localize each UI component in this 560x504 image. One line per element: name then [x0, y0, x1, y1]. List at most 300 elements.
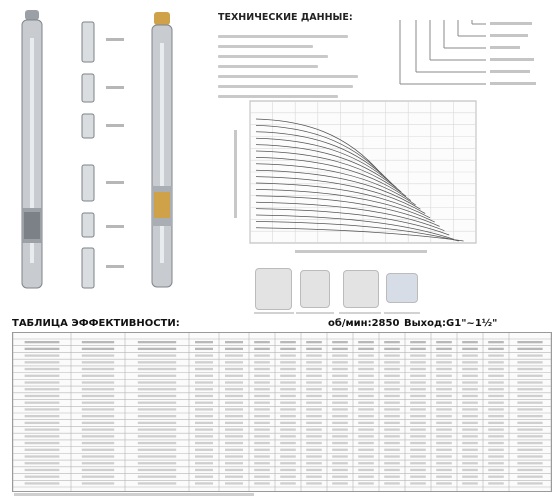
table-cell	[306, 341, 322, 343]
table-cell	[25, 469, 60, 471]
table-cell	[517, 348, 542, 350]
table-cell	[410, 422, 426, 424]
table-cell	[195, 395, 213, 397]
table-cell	[488, 415, 504, 417]
table-cell	[138, 476, 176, 478]
table-cell	[82, 341, 114, 343]
table-cell	[82, 361, 114, 363]
table-cell	[195, 428, 213, 430]
table-cell	[410, 415, 426, 417]
table-cell	[280, 435, 296, 437]
table-cell	[82, 408, 114, 410]
table-cell	[517, 442, 542, 444]
table-cell	[306, 476, 322, 478]
accessory-1	[255, 268, 292, 310]
table-cell	[410, 482, 426, 484]
table-cell	[358, 348, 374, 350]
table-cell	[280, 368, 296, 370]
pump-curve-chart	[232, 95, 486, 265]
table-cell	[138, 408, 176, 410]
table-cell	[384, 388, 400, 390]
table-cell	[82, 435, 114, 437]
table-cell	[225, 381, 243, 383]
table-cell	[138, 402, 176, 404]
table-cell	[138, 361, 176, 363]
table-cell	[225, 388, 243, 390]
table-cell	[280, 402, 296, 404]
table-cell	[517, 381, 542, 383]
table-cell	[25, 368, 60, 370]
table-cell	[462, 422, 478, 424]
table-cell	[358, 482, 374, 484]
table-cell	[82, 428, 114, 430]
table-cell	[306, 354, 322, 356]
table-cell	[488, 402, 504, 404]
table-cell	[138, 395, 176, 397]
table-cell	[358, 381, 374, 383]
table-cell	[25, 415, 60, 417]
table-cell	[225, 408, 243, 410]
table-cell	[280, 428, 296, 430]
table-cell	[280, 408, 296, 410]
table-cell	[82, 368, 114, 370]
table-cell	[25, 341, 60, 343]
table-cell	[462, 381, 478, 383]
table-cell	[254, 395, 270, 397]
table-cell	[306, 375, 322, 377]
table-cell	[225, 469, 243, 471]
table-cell	[195, 368, 213, 370]
accessory-4	[386, 273, 418, 303]
table-cell	[358, 428, 374, 430]
table-cell	[332, 348, 348, 350]
table-cell	[332, 442, 348, 444]
table-cell	[138, 442, 176, 444]
table-cell	[488, 408, 504, 410]
table-cell	[82, 388, 114, 390]
table-cell	[436, 361, 452, 363]
table-cell	[25, 455, 60, 457]
section-diagrams	[66, 20, 138, 292]
table-cell	[517, 354, 542, 356]
table-cell	[332, 455, 348, 457]
table-cell	[358, 402, 374, 404]
table-cell	[280, 442, 296, 444]
table-cell	[138, 348, 176, 350]
table-cell	[225, 442, 243, 444]
table-cell	[254, 375, 270, 377]
table-cell	[410, 476, 426, 478]
model-code-diagram	[382, 12, 542, 96]
table-cell	[358, 476, 374, 478]
table-cell	[138, 462, 176, 464]
table-cell	[488, 354, 504, 356]
table-cell	[462, 341, 478, 343]
table-cell	[384, 395, 400, 397]
table-cell	[488, 482, 504, 484]
table-cell	[82, 476, 114, 478]
table-cell	[436, 381, 452, 383]
table-cell	[25, 395, 60, 397]
table-title: ТАБЛИЦА ЭФФЕКТИВНОСТИ:	[12, 318, 180, 329]
table-cell	[225, 435, 243, 437]
table-cell	[436, 388, 452, 390]
table-cell	[254, 388, 270, 390]
table-cell	[410, 469, 426, 471]
table-cell	[517, 462, 542, 464]
table-cell	[488, 449, 504, 451]
table-cell	[410, 381, 426, 383]
table-cell	[436, 482, 452, 484]
table-cell	[488, 469, 504, 471]
table-cell	[195, 482, 213, 484]
table-cell	[280, 476, 296, 478]
table-cell	[306, 381, 322, 383]
table-cell	[410, 462, 426, 464]
table-cell	[462, 435, 478, 437]
table-cell	[138, 482, 176, 484]
pump-image-right	[142, 8, 182, 300]
y-axis-label	[234, 130, 237, 218]
table-cell	[517, 388, 542, 390]
table-cell	[462, 354, 478, 356]
table-cell	[488, 455, 504, 457]
table-cell	[358, 422, 374, 424]
table-cell	[517, 469, 542, 471]
table-cell	[332, 341, 348, 343]
table-cell	[436, 402, 452, 404]
table-cell	[488, 462, 504, 464]
table-cell	[410, 435, 426, 437]
table-cell	[488, 341, 504, 343]
table-cell	[332, 368, 348, 370]
speed-label: об/мин:2850	[328, 318, 400, 329]
table-cell	[332, 361, 348, 363]
table-cell	[25, 348, 60, 350]
table-cell	[280, 455, 296, 457]
table-cell	[384, 348, 400, 350]
table-cell	[410, 449, 426, 451]
table-cell	[358, 354, 374, 356]
table-cell	[138, 469, 176, 471]
table-cell	[225, 415, 243, 417]
table-cell	[25, 402, 60, 404]
table-cell	[384, 462, 400, 464]
table-cell	[82, 482, 114, 484]
table-cell	[306, 442, 322, 444]
accessory-caption-3	[339, 312, 381, 314]
table-cell	[384, 476, 400, 478]
table-cell	[82, 442, 114, 444]
table-cell	[280, 361, 296, 363]
table-cell	[25, 482, 60, 484]
table-cell	[280, 388, 296, 390]
table-cell	[332, 482, 348, 484]
table-cell	[195, 388, 213, 390]
table-cell	[517, 449, 542, 451]
table-cell	[358, 449, 374, 451]
table-cell	[332, 435, 348, 437]
table-cell	[254, 368, 270, 370]
accessory-caption-1	[254, 312, 294, 314]
table-cell	[82, 415, 114, 417]
table-cell	[306, 361, 322, 363]
table-cell	[462, 455, 478, 457]
table-cell	[280, 469, 296, 471]
table-cell	[195, 341, 213, 343]
table-cell	[410, 402, 426, 404]
table-cell	[254, 455, 270, 457]
table-cell	[225, 395, 243, 397]
table-cell	[462, 361, 478, 363]
table-cell	[195, 415, 213, 417]
table-cell	[358, 435, 374, 437]
table-cell	[138, 341, 176, 343]
table-cell	[82, 449, 114, 451]
table-cell	[280, 354, 296, 356]
table-cell	[195, 375, 213, 377]
table-cell	[384, 381, 400, 383]
table-cell	[254, 354, 270, 356]
table-cell	[462, 408, 478, 410]
pump-image-left	[12, 8, 52, 300]
table-cell	[306, 482, 322, 484]
table-cell	[138, 388, 176, 390]
table-cell	[410, 388, 426, 390]
table-cell	[306, 462, 322, 464]
table-cell	[306, 415, 322, 417]
table-cell	[436, 348, 452, 350]
table-cell	[332, 449, 348, 451]
table-cell	[306, 348, 322, 350]
table-cell	[254, 428, 270, 430]
table-cell	[410, 375, 426, 377]
table-cell	[138, 381, 176, 383]
table-cell	[517, 375, 542, 377]
table-cell	[280, 449, 296, 451]
table-cell	[462, 476, 478, 478]
table-cell	[225, 476, 243, 478]
table-cell	[254, 348, 270, 350]
spec-title: ТЕХНИЧЕСКИЕ ДАННЫЕ:	[218, 12, 353, 23]
table-cell	[195, 442, 213, 444]
table-cell	[488, 476, 504, 478]
table-cell	[384, 402, 400, 404]
table-cell	[225, 375, 243, 377]
table-cell	[225, 348, 243, 350]
table-cell	[358, 368, 374, 370]
table-cell	[358, 469, 374, 471]
table-cell	[332, 402, 348, 404]
table-cell	[384, 415, 400, 417]
table-cell	[25, 428, 60, 430]
table-cell	[195, 381, 213, 383]
table-cell	[306, 428, 322, 430]
table-cell	[306, 455, 322, 457]
table-cell	[332, 415, 348, 417]
table-cell	[225, 428, 243, 430]
table-cell	[462, 462, 478, 464]
table-cell	[195, 361, 213, 363]
table-cell	[436, 408, 452, 410]
table-cell	[138, 449, 176, 451]
table-cell	[517, 368, 542, 370]
table-cell	[436, 422, 452, 424]
table-cell	[254, 408, 270, 410]
table-cell	[436, 368, 452, 370]
table-cell	[306, 368, 322, 370]
table-cell	[138, 368, 176, 370]
table-cell	[332, 408, 348, 410]
table-cell	[358, 408, 374, 410]
table-cell	[517, 422, 542, 424]
table-cell	[384, 408, 400, 410]
table-cell	[410, 354, 426, 356]
table-cell	[82, 402, 114, 404]
table-cell	[358, 462, 374, 464]
table-cell	[410, 341, 426, 343]
table-cell	[384, 422, 400, 424]
table-cell	[358, 375, 374, 377]
table-cell	[384, 442, 400, 444]
table-cell	[462, 375, 478, 377]
table-cell	[25, 388, 60, 390]
table-cell	[254, 381, 270, 383]
table-cell	[517, 395, 542, 397]
table-cell	[82, 422, 114, 424]
table-cell	[138, 415, 176, 417]
table-cell	[436, 435, 452, 437]
table-cell	[254, 449, 270, 451]
table-cell	[195, 476, 213, 478]
table-cell	[195, 408, 213, 410]
table-cell	[254, 415, 270, 417]
table-cell	[488, 428, 504, 430]
table-cell	[195, 402, 213, 404]
table-cell	[82, 348, 114, 350]
table-cell	[517, 415, 542, 417]
table-cell	[280, 422, 296, 424]
table-cell	[225, 341, 243, 343]
table-cell	[306, 469, 322, 471]
table-cell	[195, 462, 213, 464]
table-cell	[436, 462, 452, 464]
table-cell	[488, 395, 504, 397]
table-cell	[436, 442, 452, 444]
table-cell	[254, 341, 270, 343]
table-cell	[384, 354, 400, 356]
table-cell	[138, 375, 176, 377]
table-cell	[332, 388, 348, 390]
table-cell	[332, 395, 348, 397]
spec-lines	[218, 28, 368, 105]
table-cell	[306, 402, 322, 404]
table-cell	[25, 408, 60, 410]
table-cell	[280, 348, 296, 350]
table-cell	[306, 388, 322, 390]
table-cell	[25, 449, 60, 451]
table-cell	[82, 375, 114, 377]
table-cell	[436, 354, 452, 356]
table-cell	[517, 361, 542, 363]
table-cell	[195, 422, 213, 424]
accessory-3	[343, 270, 379, 308]
table-cell	[517, 435, 542, 437]
table-cell	[332, 422, 348, 424]
table-cell	[280, 415, 296, 417]
table-cell	[384, 449, 400, 451]
table-cell	[254, 402, 270, 404]
table-cell	[82, 395, 114, 397]
table-cell	[462, 449, 478, 451]
table-cell	[358, 442, 374, 444]
table-cell	[306, 422, 322, 424]
table-cell	[306, 408, 322, 410]
table-cell	[332, 469, 348, 471]
table-cell	[82, 354, 114, 356]
table-cell	[436, 469, 452, 471]
table-cell	[384, 469, 400, 471]
table-cell	[225, 402, 243, 404]
table-cell	[306, 449, 322, 451]
table-cell	[138, 455, 176, 457]
table-cell	[25, 476, 60, 478]
table-cell	[384, 368, 400, 370]
table-cell	[358, 395, 374, 397]
table-cell	[195, 354, 213, 356]
table-cell	[436, 415, 452, 417]
table-cell	[436, 428, 452, 430]
table-cell	[225, 422, 243, 424]
table-cell	[280, 462, 296, 464]
table-cell	[332, 375, 348, 377]
table-cell	[225, 482, 243, 484]
table-cell	[462, 415, 478, 417]
table-cell	[358, 415, 374, 417]
table-cell	[462, 395, 478, 397]
table-cell	[410, 348, 426, 350]
table-cell	[436, 455, 452, 457]
table-cell	[254, 469, 270, 471]
table-cell	[517, 455, 542, 457]
table-cell	[410, 408, 426, 410]
table-cell	[358, 455, 374, 457]
table-cell	[225, 354, 243, 356]
table-cell	[436, 375, 452, 377]
efficiency-table	[12, 332, 552, 492]
table-cell	[138, 354, 176, 356]
table-cell	[488, 422, 504, 424]
table-cell	[462, 482, 478, 484]
table-cell	[138, 422, 176, 424]
table-cell	[517, 341, 542, 343]
table-cell	[195, 469, 213, 471]
table-cell	[462, 469, 478, 471]
accessory-caption-2	[296, 312, 334, 314]
table-cell	[517, 428, 542, 430]
table-cell	[384, 435, 400, 437]
table-cell	[280, 375, 296, 377]
table-cell	[384, 482, 400, 484]
table-cell	[358, 388, 374, 390]
table-cell	[488, 388, 504, 390]
table-cell	[82, 455, 114, 457]
table-cell	[384, 341, 400, 343]
table-cell	[517, 408, 542, 410]
table-cell	[358, 361, 374, 363]
table-cell	[195, 449, 213, 451]
table-cell	[436, 395, 452, 397]
